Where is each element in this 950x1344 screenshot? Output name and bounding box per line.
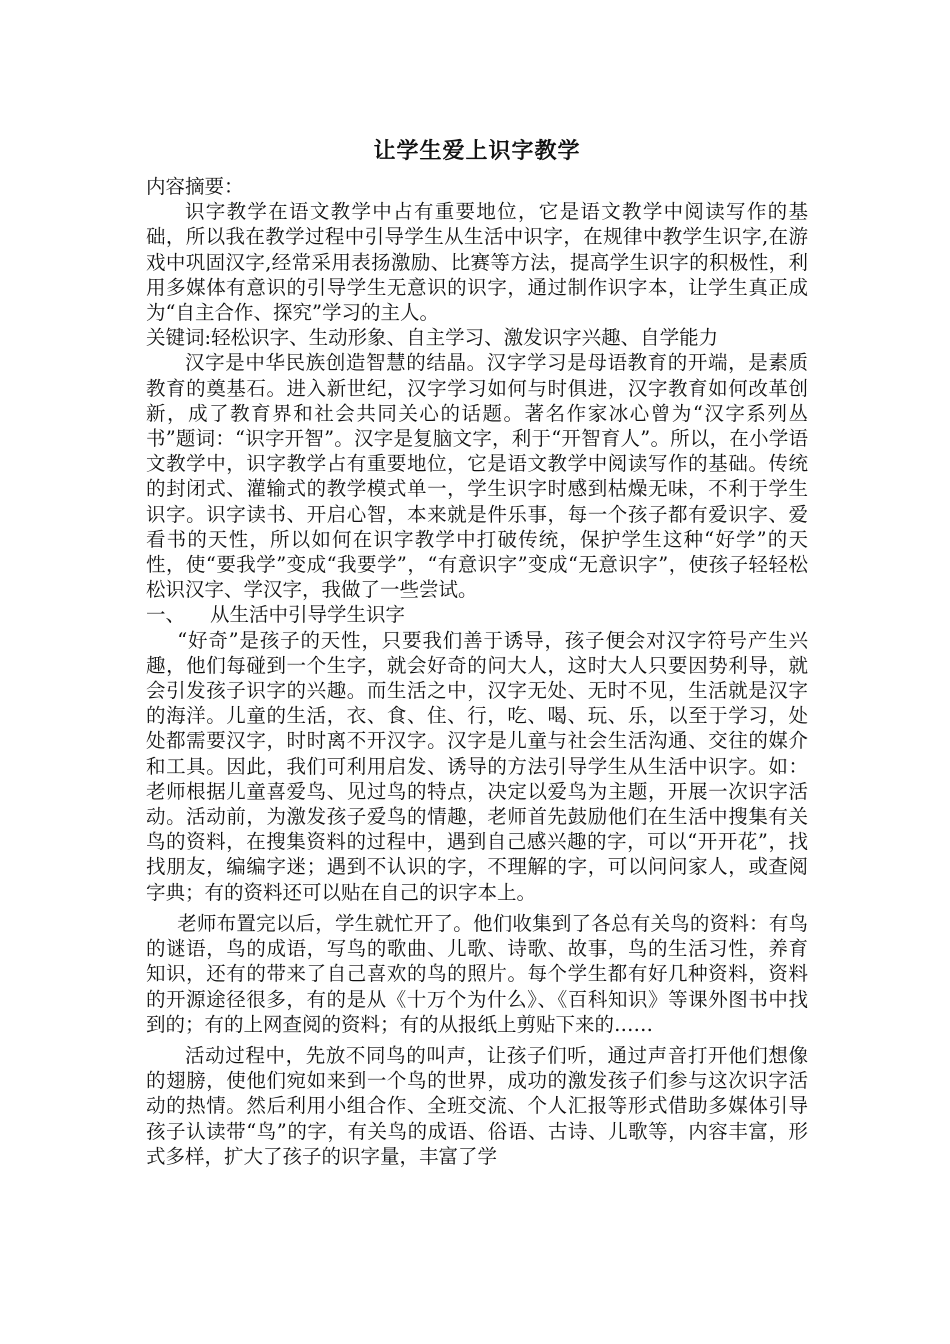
body-paragraph: 活动过程中，先放不同鸟的叫声，让孩子们听，通过声音打开他们想像的翅膀，使他们宛如来到一个鸟的世界，成功的激发孩子们参与这次识字活动的热情。然后利用小组合作、全班交流、个人汇报等形式借助多媒体引导孩子认读带“鸟”的字，有关鸟的成语、俗语、古诗、儿歌等，内容丰富，形式多样，扩大了孩子的识字量，丰富了学 [146,1043,808,1168]
body-paragraph: “好奇”是孩子的天性，只要我们善于诱导，孩子便会对汉字符号产生兴趣，他们每碰到一个生字，就会好奇的问大人，这时大人只要因势利导，就会引发孩子识字的兴趣。而生活之中，汉字无处、无时不见，生活就是汉字的海洋。儿童的生活，衣、食、住、行，吃、喝、玩、乐，以至于学习，处处都需要汉字，时时离不开汉字。汉字是儿童与社会生活沟通、交往的媒介和工具。因此，我们可利用启发、诱导的方法引导学生从生活中识字。如：老师根据儿童喜爱鸟、见过鸟的特点，决定以爱鸟为主题，开展一次识字活动。活动前，为激发孩子爱鸟的情趣，老师首先鼓励他们在生活中搜集有关鸟的资料，在搜集资料的过程中，遇到自己感兴趣的字，可以“开开花”，找找朋友，编编字迷；遇到不认识的字，不理解的字，可以问问家人，或查阅字典；有的资料还可以贴在自己的识字本上。 [146,628,808,904]
section-heading-text: 从生活中引导学生识字 [210,603,406,627]
abstract-paragraph: 识字教学在语文教学中占有重要地位，它是语文教学中阅读写作的基础，所以我在教学过程中引导学生从生活中识字，在规律中教学生识字,在游戏中巩固汉字,经常采用表扬激励、比赛等方法，提高学生识字的积极性，利用多媒体有意识的引导学生无意识的识字，通过制作识字本，让学生真正成为“自主合作、探究”学习的主人。 [146,200,808,325]
abstract-label: 内容摘要： [146,175,244,198]
section-number: 一、 [146,603,186,627]
intro-paragraph: 汉字是中华民族创造智慧的结晶。汉字学习是母语教育的开端，是素质教育的奠基石。进入新世纪，汉字学习如何与时俱进，汉字教育如何改革创新，成了教育界和社会共同关心的话题。著名作家冰心曾为“汉字系列丛书”题词：“识字开智”。汉字是复脑文字，利于“开智育人”。所以，在小学语文教学中，识字教学占有重要地位，它是语文教学中阅读写作的基础。传统的封闭式、灌输式的教学模式单一，学生识字时感到枯燥无味，不利于学生识字。识字读书、开启心智，本来就是件乐事，每一个孩子都有爱识字、爱看书的天性，所以如何在识字教学中打破传统，保护学生这种“好学”的天性，使“要我学”变成“我要学”，“有意识字”变成“无意识字”，使孩子轻轻松松识汉字、学汉字，我做了一些尝试。 [146,351,808,602]
document-title: 让学生爱上识字教学 [373,138,581,164]
keywords-line: 关键词:轻松识字、生动形象、自主学习、激发识字兴趣、自学能力 [146,326,719,350]
document-page [146,132,808,1169]
section-heading [146,602,808,627]
body-paragraph: 老师布置完以后，学生就忙开了。他们收集到了各总有关鸟的资料：有鸟的谜语，鸟的成语，写鸟的歌曲、儿歌、诗歌、故事，鸟的生活习性，养育知识，还有的带来了自己喜欢的鸟的照片。每个学生都有好几种资料，资料的开源途径很多，有的是从《十万个为什么》、《百科知识》等课外图书中找到的；有的上网查阅的资料；有的从报纸上剪贴下来的…… [146,911,808,1036]
